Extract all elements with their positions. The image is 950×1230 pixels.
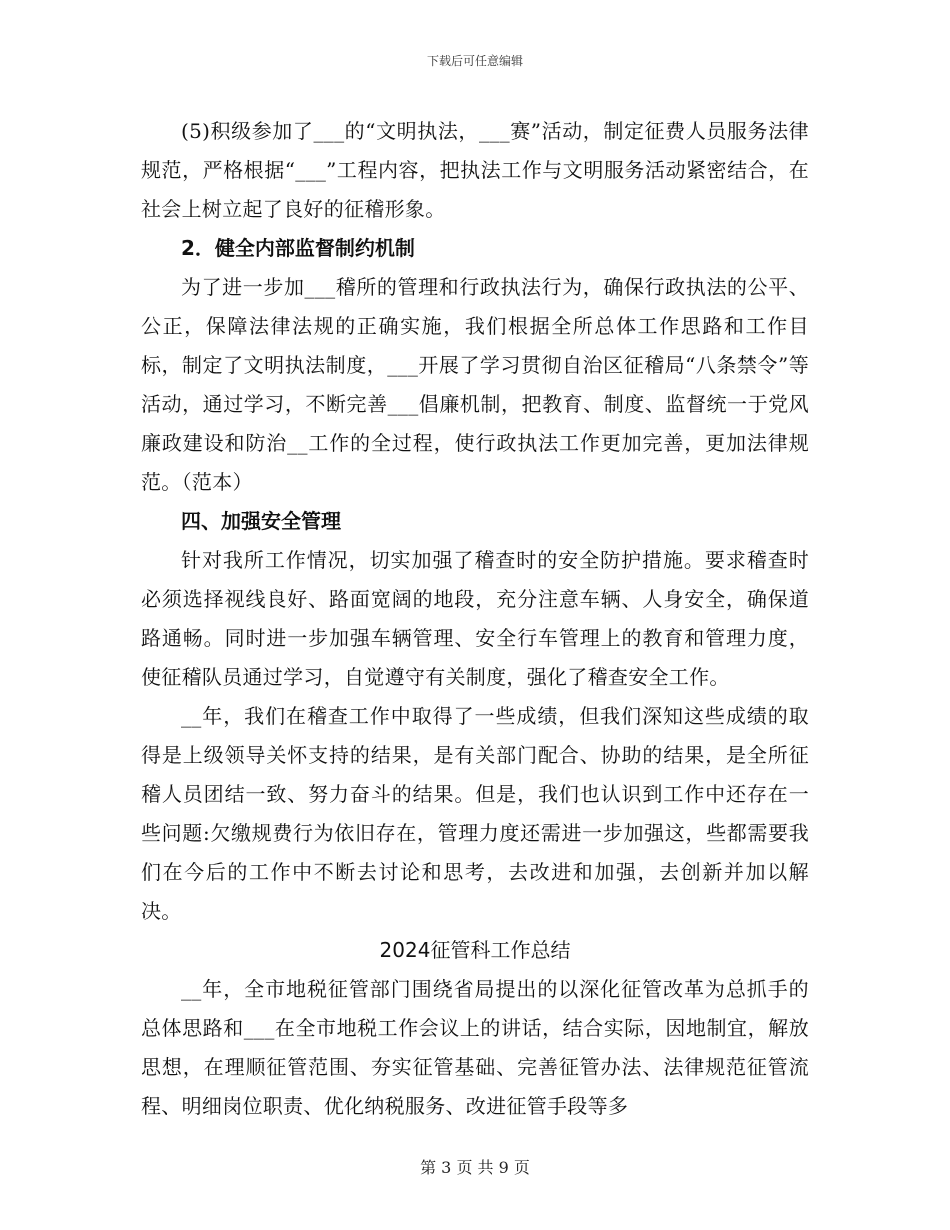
paragraph-safety-management: 针对我所工作情况，切实加强了稽查时的安全防护措施。要求稽查时必须选择视线良好、路面宽阔的地段，充分注意车辆、人身安全，确保道路通畅。同时进一步加强车辆管理、安全行车管理上的教育和管理力度，使征稽队员通过学习，自觉遵守有关制度，强化了稽查安全工作。 (141, 548, 809, 689)
paragraph-5-civilized-enforcement: (5)积级参加了___的“文明执法，___赛”活动，制定征费人员服务法律规范，严格根据“___”工程内容，把执法工作与文明服务活动紧密结合，在社会上树立起了良好的征稽形象。 (141, 119, 809, 221)
document-body (141, 112, 809, 1126)
section-heading-internal-supervision: 2．健全内部监督制约机制 (181, 236, 415, 260)
section-heading-safety-management: 四、加强安全管理 (181, 509, 341, 533)
paragraph-internal-supervision: 为了进一步加___稽所的管理和行政执法行为，确保行政执法的公平、公正，保障法律法规的正确实施，我们根据全所总体工作思路和工作目标，制定了文明执法制度，___开展了学习贯彻自治区征稽局“八条禁令”等活动，通过学习，不断完善___倡廉机制，把教育、制度、监督统一于党风廉政建设和防治__工作的全过程，使行政执法工作更加完善，更加法律规范。（范本） (141, 275, 809, 494)
paragraph-collection-summary: __年，全市地税征管部门围绕省局提出的以深化征管改革为总抓手的总体思路和___在全市地税工作会议上的讲话，结合实际，因地制宜，解放思想，在理顺征管范围、夯实征管基础、完善征管办法、法律规范征管流程、明细岗位职责、优化纳税服务、改进征管手段等多 (141, 977, 809, 1118)
document-title: 2024征管科工作总结 (379, 938, 571, 962)
page-header: 下载后可任意编辑 (426, 54, 523, 68)
paragraph-achievements-and-problems: __年，我们在稽查工作中取得了一些成绩，但我们深知这些成绩的取得是上级领导关怀支持的结果，是有关部门配合、协助的结果，是全所征稽人员团结一致、努力奋斗的结果。但是，我们也认识到工作中还存在一些问题:欠缴规费行为依旧存在，管理力度还需进一步加强这，些都需要我们在今后的工作中不断去讨论和思考，去改进和加强，去创新并加以解决。 (141, 704, 809, 923)
page-footer: 第 3 页 共 9 页 (420, 1158, 530, 1177)
